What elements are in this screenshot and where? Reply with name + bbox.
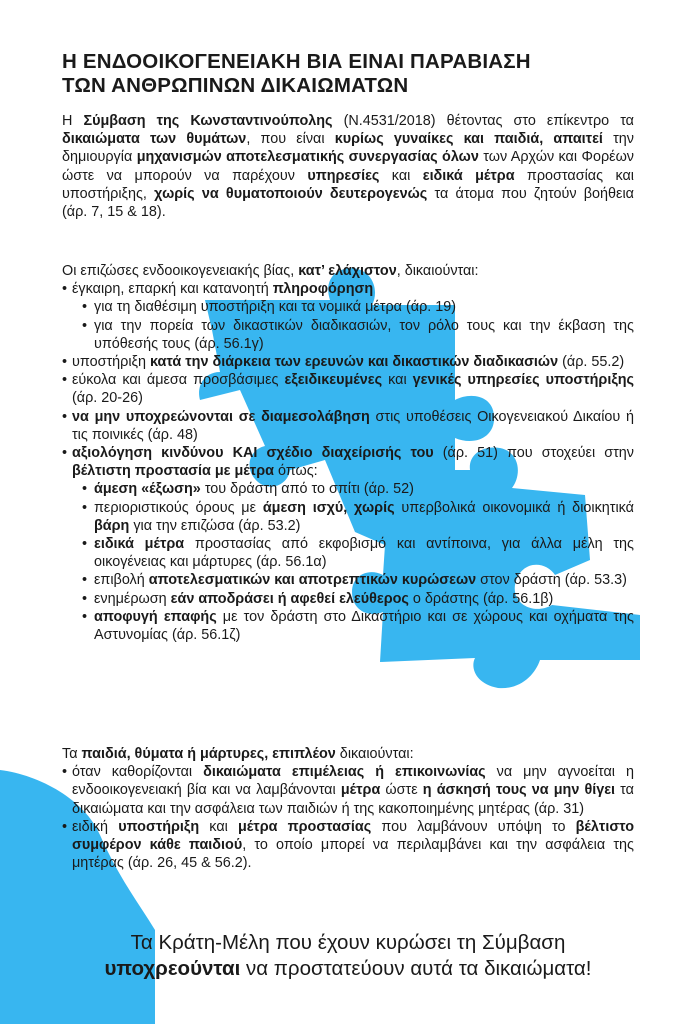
- intro-text: των Αρχών και Φορέων ώστε να μπορούν να παρέχουν: [62, 149, 634, 184]
- item-text: όταν καθορίζονται: [72, 764, 204, 781]
- item-text: ώστε: [380, 782, 423, 799]
- intro-text: , που είναι: [246, 131, 335, 148]
- item-text: (άρ. 51) που στοχεύει στην: [433, 445, 634, 462]
- item-bold: γενικές υπηρεσίες υποστήριξης: [412, 372, 635, 389]
- item-text: στον δράστη (άρ. 53.3): [476, 572, 627, 589]
- footer-text: να προστατεύουν αυτά τα δικαιώματα!: [240, 957, 592, 980]
- item-bold: βάρη: [94, 517, 130, 534]
- item-bold: υποστήριξη: [118, 818, 200, 835]
- children-lead: [62, 745, 634, 763]
- intro-bold: ειδικά μέτρα: [422, 167, 515, 184]
- item-bold: να μην υποχρεώνονται σε διαμεσολάβηση: [72, 408, 370, 425]
- rights-section: [62, 262, 634, 644]
- intro-bold: υπηρεσίες: [307, 167, 380, 184]
- item-text: ο δράστης (άρ. 56.1β): [408, 590, 554, 607]
- item-text: και: [382, 372, 413, 389]
- children-lead-text: Τα: [62, 746, 82, 762]
- item-bold: δικαιώματα επιμέλειας ή επικοινωνίας: [203, 764, 486, 781]
- item-text: τα δικαιώματα και την ασφάλεια των παιδιών ή της κακοποιημένης μητέρας (άρ. 31): [72, 782, 634, 817]
- item-text: στις υποθέσεις Οικογενειακού Δικαίου ή τις ποινικές (άρ. 48): [72, 408, 634, 443]
- list-item: [62, 444, 634, 644]
- intro-bold: χωρίς να θυματοποιούν δευτερογενώς: [154, 185, 428, 202]
- item-bold: αποφυγή επαφής: [94, 608, 217, 625]
- intro-text: και: [379, 167, 423, 184]
- list-item: [62, 353, 634, 371]
- title-line-2: ΤΩΝ ΑΝΘΡΩΠΙΝΩΝ ΔΙΚΑΙΩΜΑΤΩΝ: [62, 74, 409, 97]
- intro-bold: μηχανισμών αποτελεσματικής συνεργασίας όλων: [136, 149, 479, 166]
- children-section: [62, 745, 634, 872]
- sub-list-item: • για την πορεία των δικαστικών διαδικασιών, τον ρόλο τους και την έκβαση της υπόθεσής τους (άρ. 56.1γ): [82, 317, 634, 353]
- item-text: προστασίας από εκφοβισμό και αντίποινα, για άλλα μέλη της οικογένειας και μάρτυρες (άρ. 56.1α): [94, 536, 634, 571]
- rights-lead-text: Οι επιζώσες ενδοοικογενειακής βίας,: [62, 263, 299, 279]
- item-bold: βέλτιστο συμφέρον κάθε παιδιού: [72, 818, 634, 854]
- intro-text: προστασίας και υποστήριξης,: [62, 167, 634, 202]
- item-text: περιοριστικούς όρους με: [94, 499, 263, 516]
- sub-list-item: [82, 480, 634, 498]
- item-text: του δράστη από το σπίτι (άρ. 52): [200, 481, 414, 498]
- footer-line-1: Τα Κράτη-Μέλη που έχουν κυρώσει τη Σύμβαση: [130, 931, 566, 954]
- footer-statement: [40, 930, 656, 982]
- item-bold: μέτρα προστασίας: [238, 818, 372, 835]
- sub-list-item: [82, 499, 634, 535]
- item-text: με τον δράστη στο Δικαστήριο και σε χώρους και οχήματα της Αστυνομίας (άρ. 56.1ζ): [94, 608, 634, 644]
- page-title: [62, 50, 642, 98]
- children-lead-bold: παιδιά, θύματα ή μάρτυρες, επιπλέον: [81, 746, 336, 762]
- children-lead-text: δικαιούνται:: [335, 746, 414, 762]
- item-text: να μην αγνοείται η ενδοοικογενειακή βία και να λαμβάνονται: [72, 764, 634, 799]
- item-bold: εάν αποδράσει ή αφεθεί ελεύθερος: [170, 590, 409, 607]
- rights-lead-bold: κατ’ ελάχιστον: [298, 263, 397, 279]
- intro-text: (Ν.4531/2018) θέτοντας στο επίκεντρο τα: [332, 113, 634, 129]
- item-bold: άμεση «έξωση»: [94, 481, 201, 498]
- list-item: [62, 818, 634, 873]
- footer-line-2: [40, 956, 656, 982]
- list-item: [62, 371, 634, 407]
- item-text: (άρ. 55.2): [558, 354, 625, 371]
- item-text: ειδική: [72, 818, 119, 835]
- item-bold: βέλτιστη προστασία με μέτρα: [72, 463, 274, 480]
- item-bold: κατά την διάρκεια των ερευνών και δικαστικών διαδικασιών: [150, 354, 559, 371]
- title-line-1: Η ΕΝΔΟΟΙΚΟΓΕΝΕΙΑΚΗ ΒΙΑ ΕΙΝΑΙ ΠΑΡΑΒΙΑΣΗ: [62, 50, 531, 73]
- item-text: για την επιζώσα (άρ. 53.2): [129, 517, 301, 534]
- item-bold: πληροφόρηση: [272, 281, 374, 298]
- sub-list-item: • για τη διαθέσιμη υποστήριξη και τα νομικά μέτρα (άρ. 19): [82, 298, 634, 316]
- intro-bold: δικαιώματα των θυμάτων: [62, 131, 247, 148]
- sub-list: [82, 298, 634, 353]
- intro-text: τα άτομα που ζητούν βοήθεια (άρ. 7, 15 & 18).: [62, 185, 634, 221]
- item-text: που λαμβάνουν υπόψη το: [371, 818, 576, 835]
- sub-list-item: [82, 571, 634, 589]
- footer-bold: υποχρεούνται: [104, 957, 241, 980]
- sub-list-item: [82, 590, 634, 608]
- item-text: έγκαιρη, επαρκή και κατανοητή: [72, 281, 273, 298]
- item-text: επιβολή: [94, 572, 149, 589]
- list-item: [62, 763, 634, 818]
- list-item: [62, 408, 634, 444]
- rights-list: [62, 280, 634, 644]
- intro-bold: Σύμβαση της Κωνσταντινούπολης: [83, 113, 333, 129]
- item-bold: αποτελεσματικών και αποτρεπτικών κυρώσεων: [148, 572, 477, 589]
- intro-paragraph: [62, 112, 634, 221]
- item-text: υποστήριξη: [72, 354, 150, 371]
- item-text: και: [199, 818, 238, 835]
- sub-list-item: [82, 535, 634, 571]
- intro-text: την δημιουργία: [62, 131, 634, 166]
- item-bold: η άσκησή τους να μην θίγει: [422, 782, 616, 799]
- sub-list: [82, 480, 634, 644]
- item-bold: ειδικά μέτρα: [94, 536, 185, 553]
- children-list: [62, 763, 634, 872]
- intro-bold: κυρίως γυναίκες και παιδιά, απαιτεί: [334, 131, 603, 148]
- item-text: όπως:: [273, 463, 318, 480]
- item-text: υπερβολικά οικονομικά ή διοικητικά: [394, 499, 635, 516]
- item-bold: αξιολόγηση κινδύνου ΚΑΙ σχέδιο διαχείρισής του: [72, 445, 434, 462]
- rights-lead: [62, 262, 634, 280]
- item-text: εύκολα και άμεσα προσβάσιμες: [72, 372, 285, 389]
- item-text: ενημέρωση: [94, 590, 171, 607]
- rights-lead-text: , δικαιούνται:: [396, 263, 479, 279]
- intro-text: Η: [62, 113, 84, 129]
- list-item: [62, 280, 634, 353]
- item-bold: εξειδικευμένες: [284, 372, 383, 389]
- item-text: , το οποίο μπορεί να περιλαμβάνει και την ασφάλεια της μητέρας (άρ. 26, 45 & 56.2).: [72, 837, 634, 872]
- sub-list-item: [82, 608, 634, 644]
- item-text: (άρ. 20-26): [72, 390, 143, 407]
- item-bold: μέτρα: [340, 782, 381, 799]
- item-bold: άμεση ισχύ, χωρίς: [262, 499, 395, 516]
